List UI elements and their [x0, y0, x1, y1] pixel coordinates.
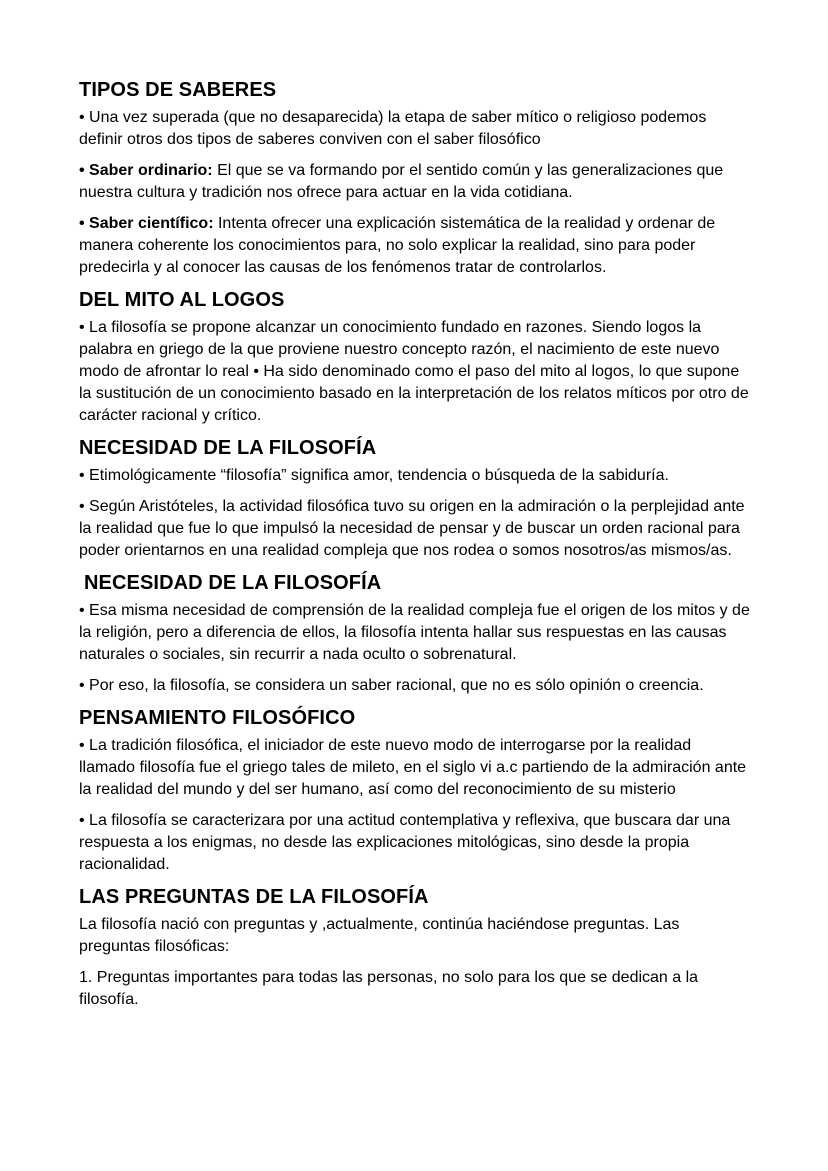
section-heading: LAS PREGUNTAS DE LA FILOSOFÍA	[79, 886, 429, 908]
section-necesidad-de-la-filosofia	[79, 436, 751, 562]
term-label: • Saber ordinario:	[79, 162, 213, 179]
document-page	[79, 78, 751, 1020]
section-heading: NECESIDAD DE LA FILOSOFÍA	[84, 572, 382, 594]
section-heading: NECESIDAD DE LA FILOSOFÍA	[79, 437, 377, 459]
paragraph: • La filosofía se propone alcanzar un conocimiento fundado en razones. Siendo logos la palabra en griego de la que proviene nuestro concepto razón, el nacimiento de este nuevo modo de afrontar lo real • Ha sido denominado como el paso del mito al logos, lo que supone la sustitución de un conocimiento basado en la interpretación de los relatos míticos por otro de carácter racional y crítico.	[79, 319, 749, 424]
section-pensamiento-filosofico	[79, 706, 751, 876]
paragraph: • Etimológicamente “filosofía” significa amor, tendencia o búsqueda de la sabiduría.	[79, 467, 669, 484]
term-label: • Saber científico:	[79, 215, 214, 232]
section-del-mito-al-logos	[79, 288, 751, 427]
section-necesidad-de-la-filosofia-2	[79, 571, 751, 697]
paragraph: • La tradición filosófica, el iniciador de este nuevo modo de interrogarse por la realidad llamado filosofía fue el griego tales de mileto, en el siglo vi a.c partiendo de la admiración ante la realidad del mundo y del ser humano, así como del reconocimiento de su misterio	[79, 737, 747, 798]
paragraph: • Según Aristóteles, la actividad filosófica tuvo su origen en la admiración o la perplejidad ante la realidad que fue lo que impulsó la necesidad de pensar y de buscar un orden racional para poder orientarnos en una realidad compleja que nos rodea o somos nosotros/as mismos/as.	[79, 498, 745, 559]
paragraph: • La filosofía se caracterizara por una actitud contemplativa y reflexiva, que buscara dar una respuesta a los enigmas, no desde las explicaciones mitológicas, sino desde la propia racionalidad.	[79, 812, 731, 873]
paragraph: La filosofía nació con preguntas y ,actualmente, continúa haciéndose preguntas. Las preguntas filosóficas:	[79, 916, 680, 955]
section-tipos-de-saberes	[79, 78, 751, 279]
section-heading: PENSAMIENTO FILOSÓFICO	[79, 707, 356, 729]
section-las-preguntas-de-la-filosofia	[79, 885, 751, 1011]
paragraph: • Saber científico: Intenta ofrecer una explicación sistemática de la realidad y ordenar de manera coherente los conocimientos para, no solo explicar la realidad, sino para poder predecirla y al conocer las causas de los fenómenos tratar de controlarlos.	[79, 215, 716, 276]
paragraph: 1. Preguntas importantes para todas las personas, no solo para los que se dedican a la filosofía.	[79, 969, 699, 1008]
section-heading: TIPOS DE SABERES	[79, 79, 277, 101]
paragraph: • Esa misma necesidad de comprensión de la realidad compleja fue el origen de los mitos y de la religión, pero a diferencia de ellos, la filosofía intenta hallar sus respuestas en las causas naturales o sociales, sin recurrir a nada oculto o sobrenatural.	[79, 602, 750, 663]
paragraph: • Por eso, la filosofía, se considera un saber racional, que no es sólo opinión o creencia.	[79, 677, 704, 694]
section-heading: DEL MITO AL LOGOS	[79, 289, 285, 311]
paragraph: • Saber ordinario: El que se va formando por el sentido común y las generalizaciones que nuestra cultura y tradición nos ofrece para actuar en la vida cotidiana.	[79, 162, 724, 201]
paragraph: • Una vez superada (que no desaparecida) la etapa de saber mítico o religioso podemos definir otros dos tipos de saberes conviven con el saber filosófico	[79, 109, 707, 148]
